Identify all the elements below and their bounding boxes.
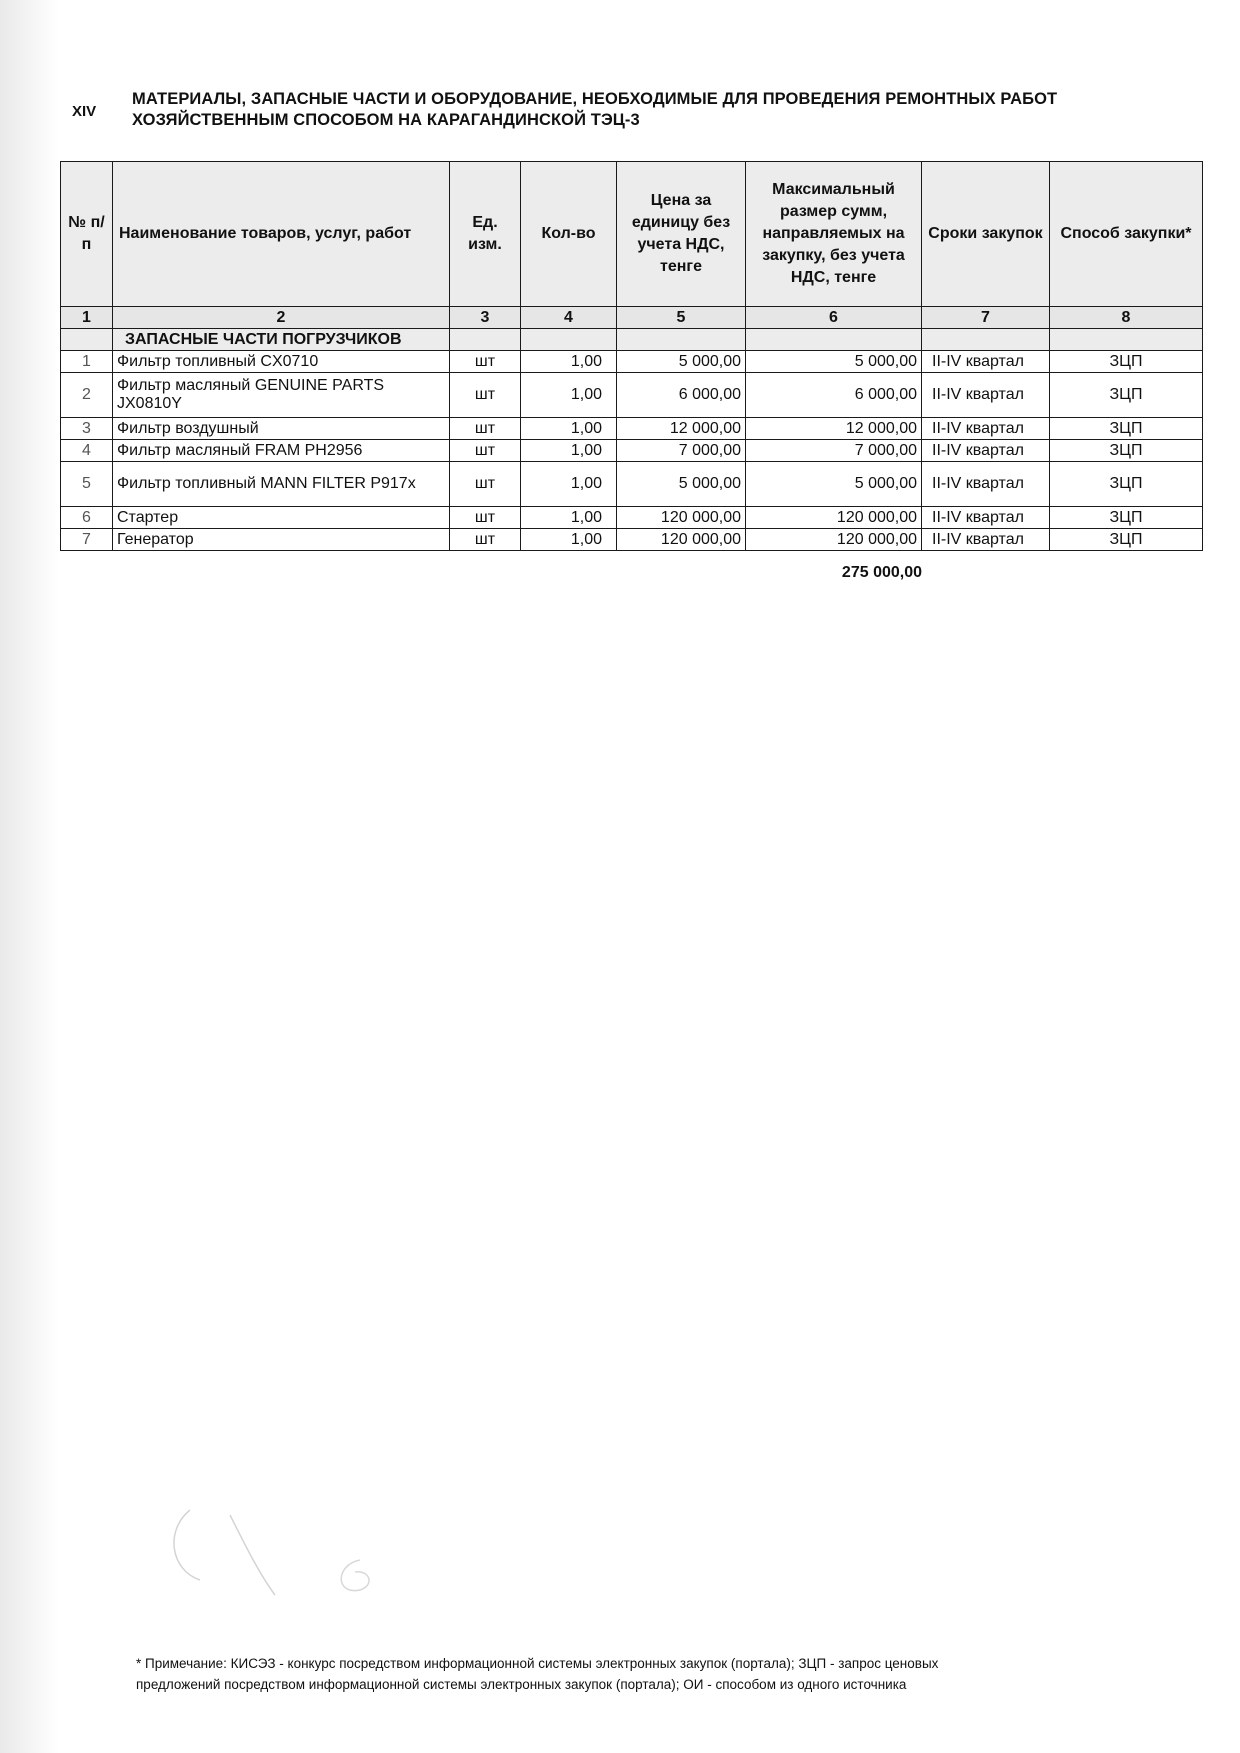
row-name: Стартер [113, 507, 450, 529]
row-qty: 1,00 [521, 529, 617, 551]
row-unit: шт [450, 440, 521, 462]
row-name: Фильтр масляный FRAM PH2956 [113, 440, 450, 462]
header-unit: Ед. изм. [450, 162, 521, 307]
column-number: 7 [922, 307, 1050, 329]
row-term: II-IV квартал [922, 351, 1050, 373]
row-qty: 1,00 [521, 351, 617, 373]
column-number: 8 [1050, 307, 1203, 329]
row-name: Генератор [113, 529, 450, 551]
document-title [132, 89, 1182, 131]
scan-edge-shadow [0, 0, 58, 1753]
title-line-1: МАТЕРИАЛЫ, ЗАПАСНЫЕ ЧАСТИ И ОБОРУДОВАНИЕ, НЕОБХОДИМЫЕ ДЛЯ ПРОВЕДЕНИЯ РЕМОНТНЫХ РАБОТ [132, 90, 1058, 108]
row-name: Фильтр топливный CX0710 [113, 351, 450, 373]
row-number: 7 [61, 529, 113, 551]
row-qty: 1,00 [521, 440, 617, 462]
row-price: 120 000,00 [617, 529, 746, 551]
column-number-row [61, 307, 1203, 329]
footnote-line-1: * Примечание: КИСЭЗ - конкурс посредством информационной системы электронных закупок (портала); ЗЦП - запрос ценовых [136, 1656, 939, 1671]
row-name: Фильтр воздушный [113, 418, 450, 440]
row-max-amount: 12 000,00 [746, 418, 922, 440]
column-number: 5 [617, 307, 746, 329]
table-row [61, 373, 1203, 418]
row-max-amount: 5 000,00 [746, 351, 922, 373]
header-qty: Кол-во [521, 162, 617, 307]
row-max-amount: 5 000,00 [746, 462, 922, 507]
row-term: II-IV квартал [922, 440, 1050, 462]
row-term: II-IV квартал [922, 529, 1050, 551]
row-qty: 1,00 [521, 418, 617, 440]
row-unit: шт [450, 351, 521, 373]
column-number: 4 [521, 307, 617, 329]
header-num: № п/п [61, 162, 113, 307]
row-price: 5 000,00 [617, 462, 746, 507]
table-row [61, 440, 1203, 462]
row-method: ЗЦП [1050, 373, 1203, 418]
row-max-amount: 120 000,00 [746, 529, 922, 551]
table-row [61, 462, 1203, 507]
row-unit: шт [450, 373, 521, 418]
header-price: Цена за единицу без учета НДС, тенге [617, 162, 746, 307]
section-title: ЗАПАСНЫЕ ЧАСТИ ПОГРУЗЧИКОВ [113, 329, 450, 351]
total-amount: 275 000,00 [841, 564, 922, 581]
row-qty: 1,00 [521, 373, 617, 418]
row-qty: 1,00 [521, 507, 617, 529]
row-term: II-IV квартал [922, 418, 1050, 440]
table-header-row [61, 162, 1203, 307]
row-method: ЗЦП [1050, 440, 1203, 462]
row-name: Фильтр масляный GENUINE PARTS JX0810Y [113, 373, 450, 418]
table-row [61, 418, 1203, 440]
table-row [61, 351, 1203, 373]
row-price: 12 000,00 [617, 418, 746, 440]
row-number: 6 [61, 507, 113, 529]
table-row [61, 529, 1203, 551]
column-number: 2 [113, 307, 450, 329]
row-number: 2 [61, 373, 113, 418]
row-qty: 1,00 [521, 462, 617, 507]
header-name: Наименование товаров, услуг, работ [113, 162, 450, 307]
row-method: ЗЦП [1050, 529, 1203, 551]
row-term: II-IV квартал [922, 373, 1050, 418]
row-number: 3 [61, 418, 113, 440]
row-number: 4 [61, 440, 113, 462]
row-method: ЗЦП [1050, 462, 1203, 507]
row-max-amount: 7 000,00 [746, 440, 922, 462]
title-line-2: ХОЗЯЙСТВЕННЫМ СПОСОБОМ НА КАРАГАНДИНСКОЙ ТЭЦ-3 [132, 111, 640, 129]
row-unit: шт [450, 529, 521, 551]
header-term: Сроки закупок [922, 162, 1050, 307]
row-price: 7 000,00 [617, 440, 746, 462]
column-number: 1 [61, 307, 113, 329]
procurement-table [60, 161, 1203, 551]
row-unit: шт [450, 462, 521, 507]
section-number: XIV [72, 103, 97, 120]
row-price: 6 000,00 [617, 373, 746, 418]
row-term: II-IV квартал [922, 507, 1050, 529]
row-unit: шт [450, 507, 521, 529]
row-max-amount: 120 000,00 [746, 507, 922, 529]
row-method: ЗЦП [1050, 351, 1203, 373]
header-method: Способ закупки* [1050, 162, 1203, 307]
row-unit: шт [450, 418, 521, 440]
pencil-mark-icon [160, 1500, 420, 1610]
row-number: 5 [61, 462, 113, 507]
row-method: ЗЦП [1050, 507, 1203, 529]
row-number: 1 [61, 351, 113, 373]
footnote [136, 1653, 1126, 1695]
row-price: 5 000,00 [617, 351, 746, 373]
row-term: II-IV квартал [922, 462, 1050, 507]
section-title-row [61, 329, 1203, 351]
header-max-amount: Максимальный размер сумм, направляемых на закупку, без учета НДС, тенге [746, 162, 922, 307]
row-name: Фильтр топливный MANN FILTER P917x [113, 462, 450, 507]
column-number: 3 [450, 307, 521, 329]
row-price: 120 000,00 [617, 507, 746, 529]
footnote-line-2: предложений посредством информационной системы электронных закупок (портала); ОИ - способом из одного источника [136, 1677, 907, 1692]
row-max-amount: 6 000,00 [746, 373, 922, 418]
row-method: ЗЦП [1050, 418, 1203, 440]
column-number: 6 [746, 307, 922, 329]
table-row [61, 507, 1203, 529]
